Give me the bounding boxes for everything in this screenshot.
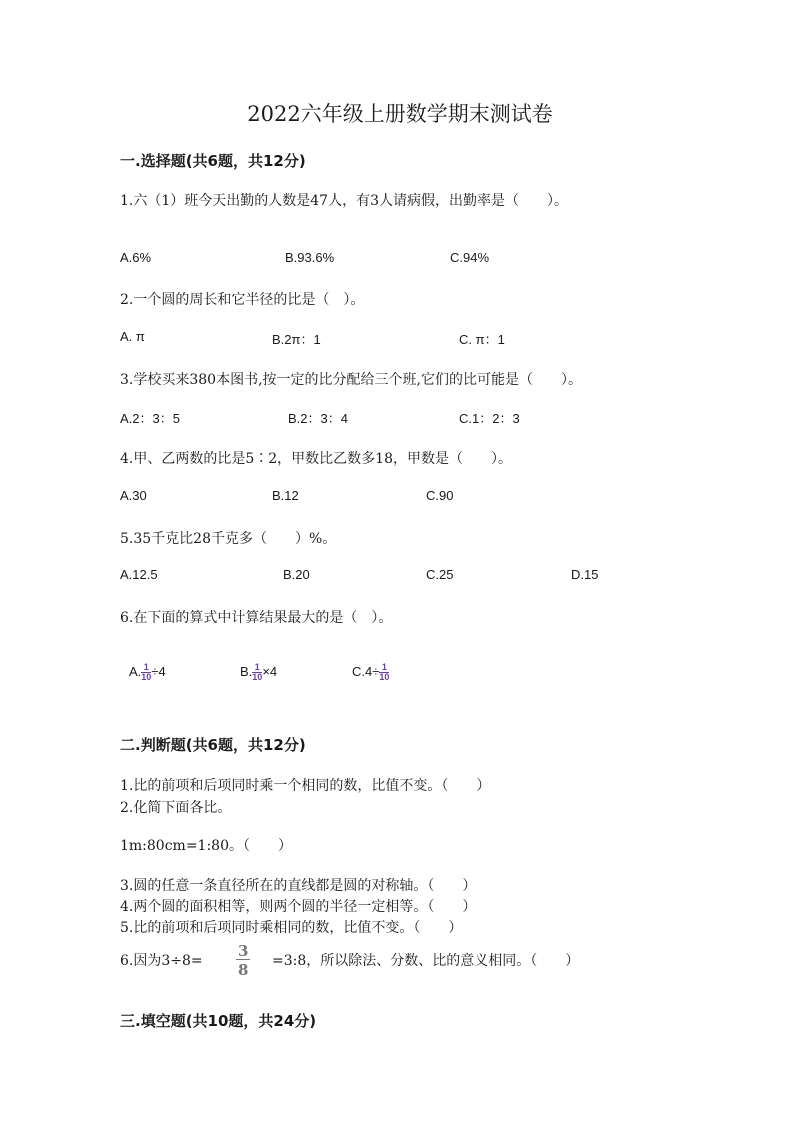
- denominator: 10: [252, 672, 263, 682]
- fraction: [252, 663, 262, 682]
- denominator: 10: [379, 672, 390, 682]
- option-a: [129, 663, 166, 682]
- denominator: 10: [141, 672, 152, 682]
- option-c: C.1：2：3: [459, 411, 520, 426]
- fraction: [379, 663, 389, 682]
- option-b: B.12: [272, 488, 299, 503]
- numerator: 1: [141, 663, 151, 673]
- question-2: 2.一个圆的周长和它半径的比是（ ）。: [120, 292, 365, 308]
- option-prefix: A.: [129, 663, 142, 679]
- option-a: A. π: [120, 329, 145, 344]
- question-5: 5.比的前项和后项同时乘相同的数，比值不变。（ ）: [120, 920, 463, 936]
- option-prefix: C.4÷: [352, 663, 380, 679]
- question-2: 2.化简下面各比。: [120, 800, 232, 816]
- option-b: B.2π：1: [272, 332, 321, 347]
- option-a: A.30: [120, 488, 147, 503]
- question-1: 1.六（1）班今天出勤的人数是47人，有3人请病假，出勤率是（ ）。: [120, 193, 568, 209]
- option-c: C.94%: [450, 250, 490, 265]
- numerator: 3: [238, 942, 249, 960]
- numerator: 1: [252, 663, 262, 673]
- option-b: [240, 663, 277, 682]
- option-b: B.93.6%: [285, 250, 335, 265]
- question-5: 5.35千克比28千克多（ ）%。: [120, 531, 337, 547]
- denominator: 8: [238, 961, 249, 979]
- option-d: D.15: [571, 567, 599, 582]
- option-suffix: ÷4: [151, 663, 166, 679]
- question-2-subitem: 1m:80cm=1:80。（ ）: [120, 838, 292, 854]
- section-heading-choice: 一.选择题(共6题，共12分): [120, 152, 306, 170]
- option-b: B.20: [283, 567, 310, 582]
- question-4: 4.甲、乙两数的比是5∶2，甲数比乙数多18，甲数是（ ）。: [120, 451, 512, 467]
- question-6-prefix: 6.因为3÷8=: [120, 953, 203, 969]
- option-c: C.90: [426, 488, 454, 503]
- option-suffix: ×4: [262, 663, 278, 679]
- option-c: C.25: [426, 567, 454, 582]
- fraction: [236, 944, 250, 978]
- question-6-suffix: =3:8，所以除法、分数、比的意义相同。（ ）: [272, 953, 580, 969]
- option-prefix: B.: [240, 663, 253, 679]
- question-6: 6.在下面的算式中计算结果最大的是（ ）。: [120, 610, 393, 626]
- question-4: 4.两个圆的面积相等，则两个圆的半径一定相等。（ ）: [120, 899, 477, 915]
- page-title: 2022六年级上册数学期末测试卷: [247, 102, 553, 126]
- section-heading-judgement: 二.判断题(共6题，共12分): [120, 736, 306, 754]
- numerator: 1: [379, 663, 389, 673]
- option-a: A.12.5: [120, 567, 158, 582]
- option-c: C. π：1: [459, 332, 505, 347]
- question-1: 1.比的前项和后项同时乘一个相同的数，比值不变。（ ）: [120, 778, 491, 794]
- option-c: [352, 663, 389, 682]
- fraction: [141, 663, 151, 682]
- section-heading-fill-blank: 三.填空题(共10题，共24分): [120, 1012, 317, 1030]
- question-3: 3.学校买来380本图书,按一定的比分配给三个班,它们的比可能是（ ）。: [120, 372, 582, 388]
- option-a: A.6%: [120, 250, 152, 265]
- option-a: A.2：3：5: [120, 411, 180, 426]
- option-b: B.2：3：4: [288, 411, 348, 426]
- question-3: 3.圆的任意一条直径所在的直线都是圆的对称轴。（ ）: [120, 878, 477, 894]
